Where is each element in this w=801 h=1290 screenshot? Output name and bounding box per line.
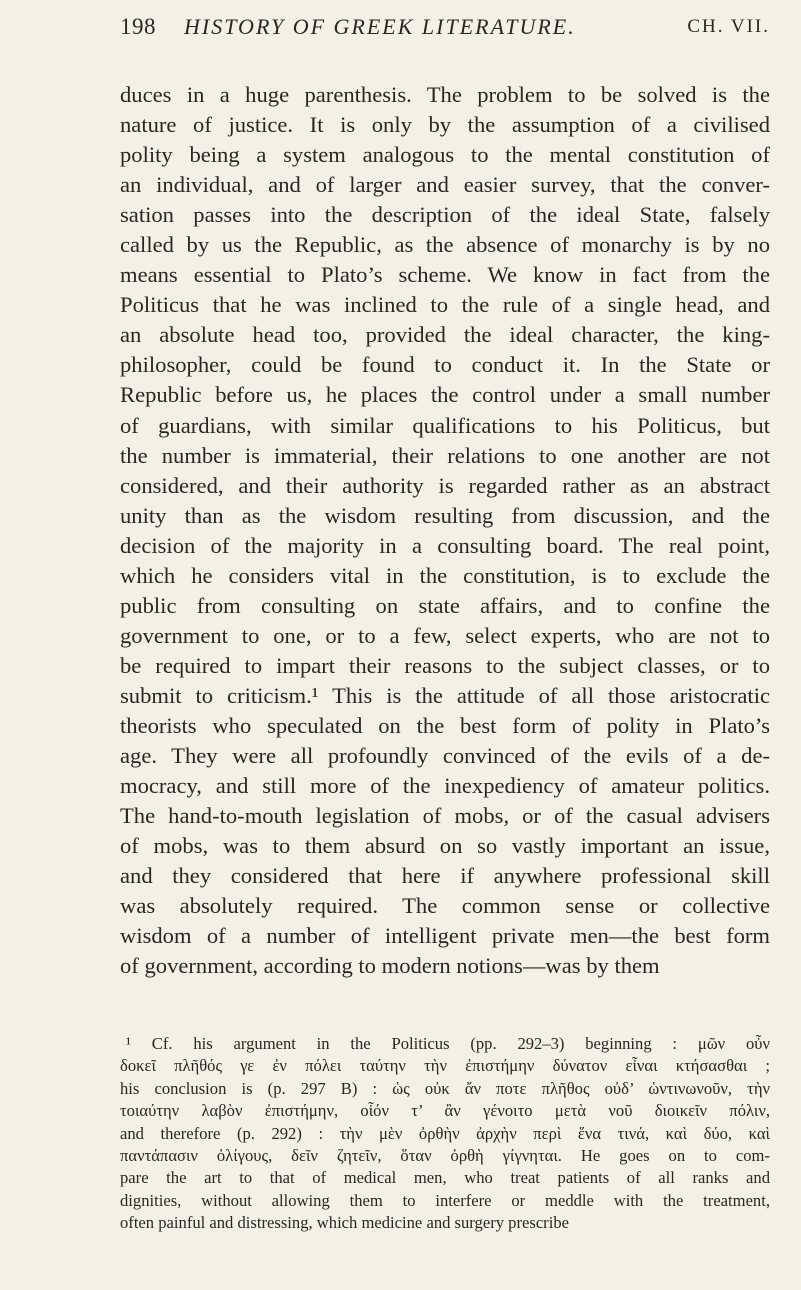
- body-text: [120, 80, 770, 981]
- body-line: of government, according to modern notions—was by them: [120, 953, 660, 979]
- body-line: and they considered that here if anywhere professional skill: [120, 863, 770, 889]
- body-line: submit to criticism.¹ This is the attitude of all those aristocratic: [120, 682, 770, 708]
- footnotes: [120, 1033, 770, 1235]
- body-line: The hand-to-mouth legislation of mobs, or of the casual advisers: [120, 803, 770, 829]
- body-line: nature of justice. It is only by the assumption of a civilised: [120, 112, 770, 138]
- body-line: which he considers vital in the constitution, is to exclude the: [120, 562, 770, 588]
- footnote-line: τοιαύτην λαβὸν ἐπιστήμην, οἷόν τ’ ἂν γένοιτο μετὰ νοῦ διοικεῖν πόλιν,: [120, 1101, 770, 1121]
- body-line: mocracy, and still more of the inexpediency of amateur politics.: [120, 773, 770, 799]
- body-line: public from consulting on state affairs, and to confine the: [120, 592, 770, 618]
- body-line: considered, and their authority is regarded rather as an abstract: [120, 472, 770, 498]
- body-line: of mobs, was to them absurd on so vastly important an issue,: [120, 833, 770, 859]
- body-line: an individual, and of larger and easier survey, that the conver-: [120, 172, 770, 198]
- footnote-line: his conclusion is (p. 297 B) : ὡς οὐκ ἄν ποτε πλῆθος οὐδ’ ὡντινωνοῦν, τὴν: [120, 1078, 770, 1098]
- footnote-line: and therefore (p. 292) : τὴν μὲν ὀρθὴν ἀρχὴν περὶ ἕνα τινά, καὶ δύο, καὶ: [120, 1123, 770, 1143]
- body-line: an absolute head too, provided the ideal character, the king-: [120, 322, 770, 348]
- footnote-line: ¹ Cf. his argument in the Politicus (pp. 292–3) beginning : μῶν οὖν: [126, 1034, 770, 1053]
- body-line: government to one, or to a few, select experts, who are not to: [120, 622, 770, 648]
- body-line: the number is immaterial, their relations to one another are not: [120, 442, 770, 468]
- footnote-line: dignities, without allowing them to interfere or meddle with the treatment,: [120, 1190, 770, 1210]
- body-line: theorists who speculated on the best form of polity in Plato’s: [120, 712, 770, 738]
- body-line: polity being a system analogous to the mental constitution of: [120, 142, 770, 168]
- body-line: age. They were all profoundly convinced of the evils of a de-: [120, 743, 770, 769]
- footnote-line: pare the art to that of medical men, who treat patients of all ranks and: [120, 1168, 770, 1188]
- page-number: 198: [120, 14, 156, 39]
- running-title: HISTORY OF GREEK LITERATURE.: [184, 14, 576, 39]
- footnote-line: παντάπασιν ὀλίγους, δεῖν ζητεῖν, ὅταν ὀρθὴ γίγνηται. He goes on to com-: [120, 1146, 770, 1166]
- body-line: called by us the Republic, as the absence of monarchy is by no: [120, 232, 770, 258]
- body-line: sation passes into the description of the ideal State, falsely: [120, 202, 770, 228]
- body-line: means essential to Plato’s scheme. We know in fact from the: [120, 262, 770, 288]
- footnote-line: δοκεῖ πλῆθός γε ἐν πόλει ταύτην τὴν ἐπιστήμην δύνατον εἶναι κτήσασθαι ;: [120, 1056, 770, 1076]
- body-line: unity than as the wisdom resulting from discussion, and the: [120, 502, 770, 528]
- body-line: duces in a huge parenthesis. The problem to be solved is the: [120, 82, 770, 107]
- body-line: of guardians, with similar qualifications to his Politicus, but: [120, 412, 770, 438]
- footnote-line: often painful and distressing, which medicine and surgery prescribe: [120, 1213, 569, 1233]
- body-line: be required to impart their reasons to the subject classes, or to: [120, 652, 770, 678]
- body-line: decision of the majority in a consulting board. The real point,: [120, 532, 770, 558]
- body-line: was absolutely required. The common sense or collective: [120, 893, 770, 919]
- body-line: Politicus that he was inclined to the rule of a single head, and: [120, 292, 770, 318]
- body-line: philosopher, could be found to conduct it. In the State or: [120, 352, 770, 378]
- body-line: wisdom of a number of intelligent private men—the best form: [120, 923, 770, 949]
- page-header: [120, 14, 770, 54]
- body-line: Republic before us, he places the control under a small number: [120, 382, 770, 408]
- chapter-label: CH. VII.: [687, 16, 770, 37]
